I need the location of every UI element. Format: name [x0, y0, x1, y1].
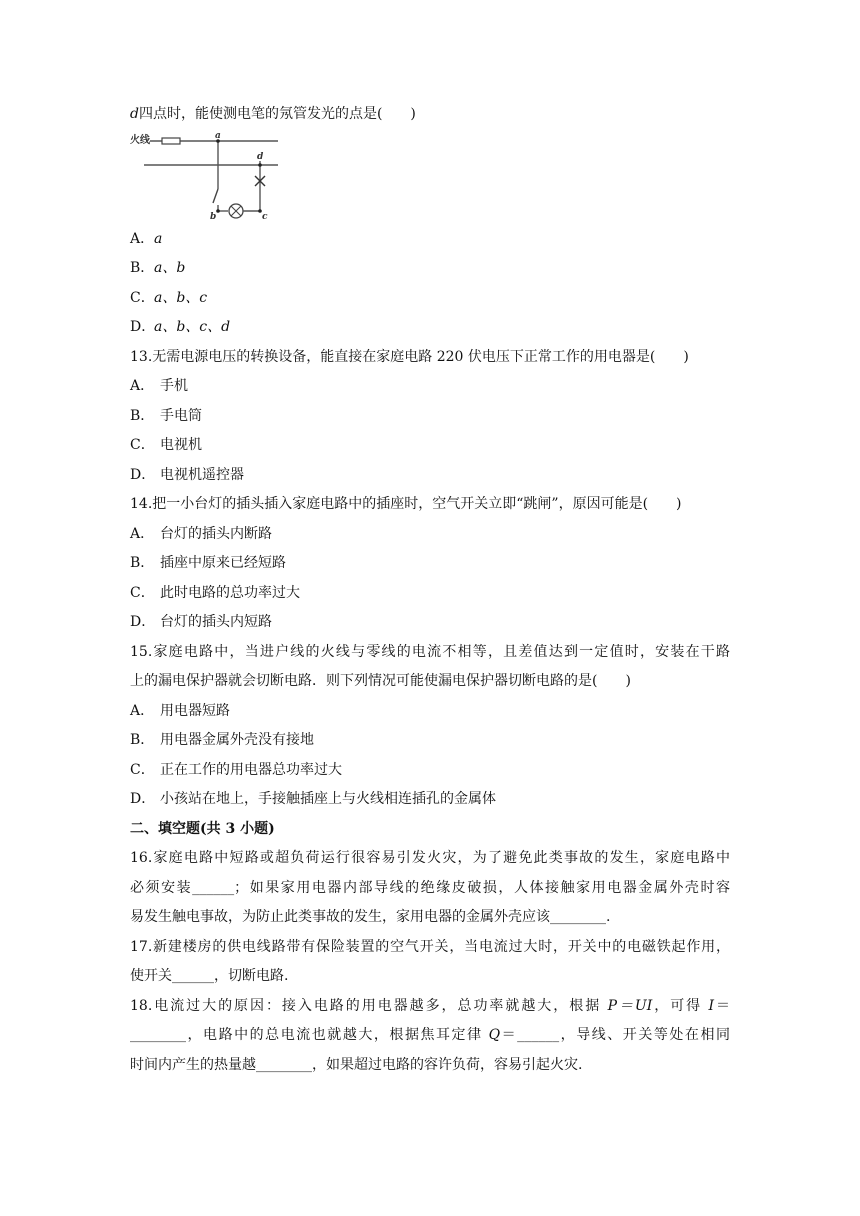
- fire-wire-label: 火线: [130, 134, 150, 146]
- option-text: 电视机: [160, 437, 202, 453]
- q18-text-part: ＝______，导线、开关等处在相同: [500, 1027, 730, 1043]
- option-text: 此时电路的总功率过大: [160, 584, 300, 601]
- q12-option-b: [130, 254, 730, 284]
- q15-option-b: [130, 726, 730, 756]
- q13-option-c: [130, 431, 730, 461]
- option-text: 用电器金属外壳没有接地: [160, 732, 314, 748]
- switch-symbol: [213, 189, 218, 203]
- q16-line: 易发生触电事故，为防止此类事故的发生，家用电器的金属外壳应该________.: [130, 909, 611, 925]
- q18-formula: P＝UI: [607, 997, 653, 1014]
- q15-stem-line: 上的漏电保护器就会切断电路．则下列情况可能使漏电保护器切断电路的是( ): [130, 673, 631, 689]
- option-text: a: [154, 230, 163, 247]
- q18-text-part: ________，电路中的总电流也就越大，根据焦耳定律: [130, 1027, 489, 1043]
- q16-line: 16.家庭电路中短路或超负荷运行很容易引发火灾，为了避免此类事故的发生，家庭电路中: [130, 850, 730, 866]
- q15-option-c: [130, 756, 730, 786]
- option-key: C．: [130, 584, 155, 601]
- q14-option-b: [130, 549, 730, 579]
- option-key: B．: [130, 260, 155, 276]
- point-label-c: c: [262, 211, 268, 221]
- q18-var-q: Q: [488, 1027, 501, 1043]
- q13-option-d: [130, 461, 730, 491]
- option-key: C．: [130, 289, 155, 306]
- option-key: D．: [130, 791, 156, 807]
- fuse-symbol: [162, 138, 180, 144]
- q12-option-c: [130, 284, 730, 314]
- q16-line: 必须安装______；如果家用电器内部导线的绝缘皮破损，人体接触家用电器金属外壳时容: [130, 879, 730, 896]
- option-key: B．: [130, 555, 155, 571]
- q13-option-a: [130, 372, 730, 402]
- option-key: D．: [130, 614, 156, 630]
- option-text: 手机: [160, 378, 188, 394]
- option-text: 台灯的插头内断路: [160, 525, 272, 542]
- q12-stem-text: 四点时，能使测电笔的氖管发光的点是( ): [138, 106, 416, 122]
- option-key: A．: [130, 525, 155, 542]
- document-page: [130, 100, 730, 1080]
- q17-line: 使开关______，切断电路.: [130, 968, 289, 984]
- circuit-diagram-svg: [130, 131, 280, 221]
- option-key: C．: [130, 437, 155, 453]
- option-text: 小孩站在地上，手接触插座上与火线相连插孔的金属体: [160, 791, 496, 807]
- section-heading: 二、填空题(共 3 小题): [130, 820, 275, 837]
- q12-option-d: [130, 313, 730, 343]
- q15-stem-line: 15.家庭电路中，当进户线的火线与零线的电流不相等，且差值达到一定值时，安装在干路: [130, 643, 730, 660]
- q18-line: [130, 992, 730, 1022]
- q14-option-a: [130, 520, 730, 550]
- circuit-diagram: [130, 131, 280, 221]
- q14-option-c: [130, 579, 730, 609]
- q12-stem-var: d: [130, 106, 139, 122]
- option-key: C．: [130, 761, 155, 778]
- option-key: B．: [130, 407, 155, 424]
- q18-var-i: I: [708, 997, 715, 1014]
- q15-option-a: [130, 697, 730, 727]
- q13-stem: 13.无需电源电压的转换设备，能直接在家庭电路 220 伏电压下正常工作的用电器是( ): [130, 348, 689, 365]
- q15-option-d: [130, 785, 730, 815]
- q18-text-part: ＝: [714, 997, 731, 1014]
- option-text: a、b、c、d: [154, 319, 231, 335]
- point-label-d: d: [257, 151, 264, 162]
- q14-stem: 14.把一小台灯的插头插入家庭电路中的插座时，空气开关立即“跳闸”，原因可能是( ): [130, 496, 682, 512]
- q12-stem: [130, 100, 730, 130]
- option-text: a、b: [154, 260, 186, 276]
- q18-text: [130, 992, 730, 1081]
- option-key: A．: [130, 378, 155, 394]
- q15-stem: [130, 638, 730, 697]
- q18-line: 时间内产生的热量越________，如果超过电路的容许负荷，容易引起火灾.: [130, 1056, 583, 1073]
- q17-text: [130, 933, 730, 992]
- option-key: A．: [130, 230, 155, 247]
- option-text: 台灯的插头内短路: [160, 614, 272, 630]
- option-key: D．: [130, 319, 156, 335]
- option-text: 电视机遥控器: [160, 466, 244, 483]
- q14-option-d: [130, 608, 730, 638]
- option-text: 手电筒: [160, 407, 202, 424]
- point-label-a: a: [215, 130, 221, 141]
- q16-text: [130, 844, 730, 933]
- option-key: A．: [130, 702, 155, 719]
- option-key: D．: [130, 466, 156, 483]
- q12-option-a: [130, 225, 730, 255]
- q13-option-b: [130, 402, 730, 432]
- option-text: 插座中原来已经短路: [160, 555, 286, 571]
- point-label-b: b: [210, 211, 217, 221]
- q18-text-part: 18.电流过大的原因：接入电路的用电器越多，总功率就越大，根据: [130, 997, 608, 1014]
- q17-line: 17.新建楼房的供电线路带有保险装置的空气开关，当电流过大时，开关中的电磁铁起作用，: [130, 938, 730, 955]
- q18-text-part: ，可得: [652, 997, 709, 1014]
- option-text: 用电器短路: [160, 702, 230, 719]
- option-key: B．: [130, 732, 155, 748]
- option-text: 正在工作的用电器总功率过大: [160, 761, 342, 778]
- option-text: a、b、c: [154, 289, 208, 306]
- q18-line: [130, 1021, 730, 1051]
